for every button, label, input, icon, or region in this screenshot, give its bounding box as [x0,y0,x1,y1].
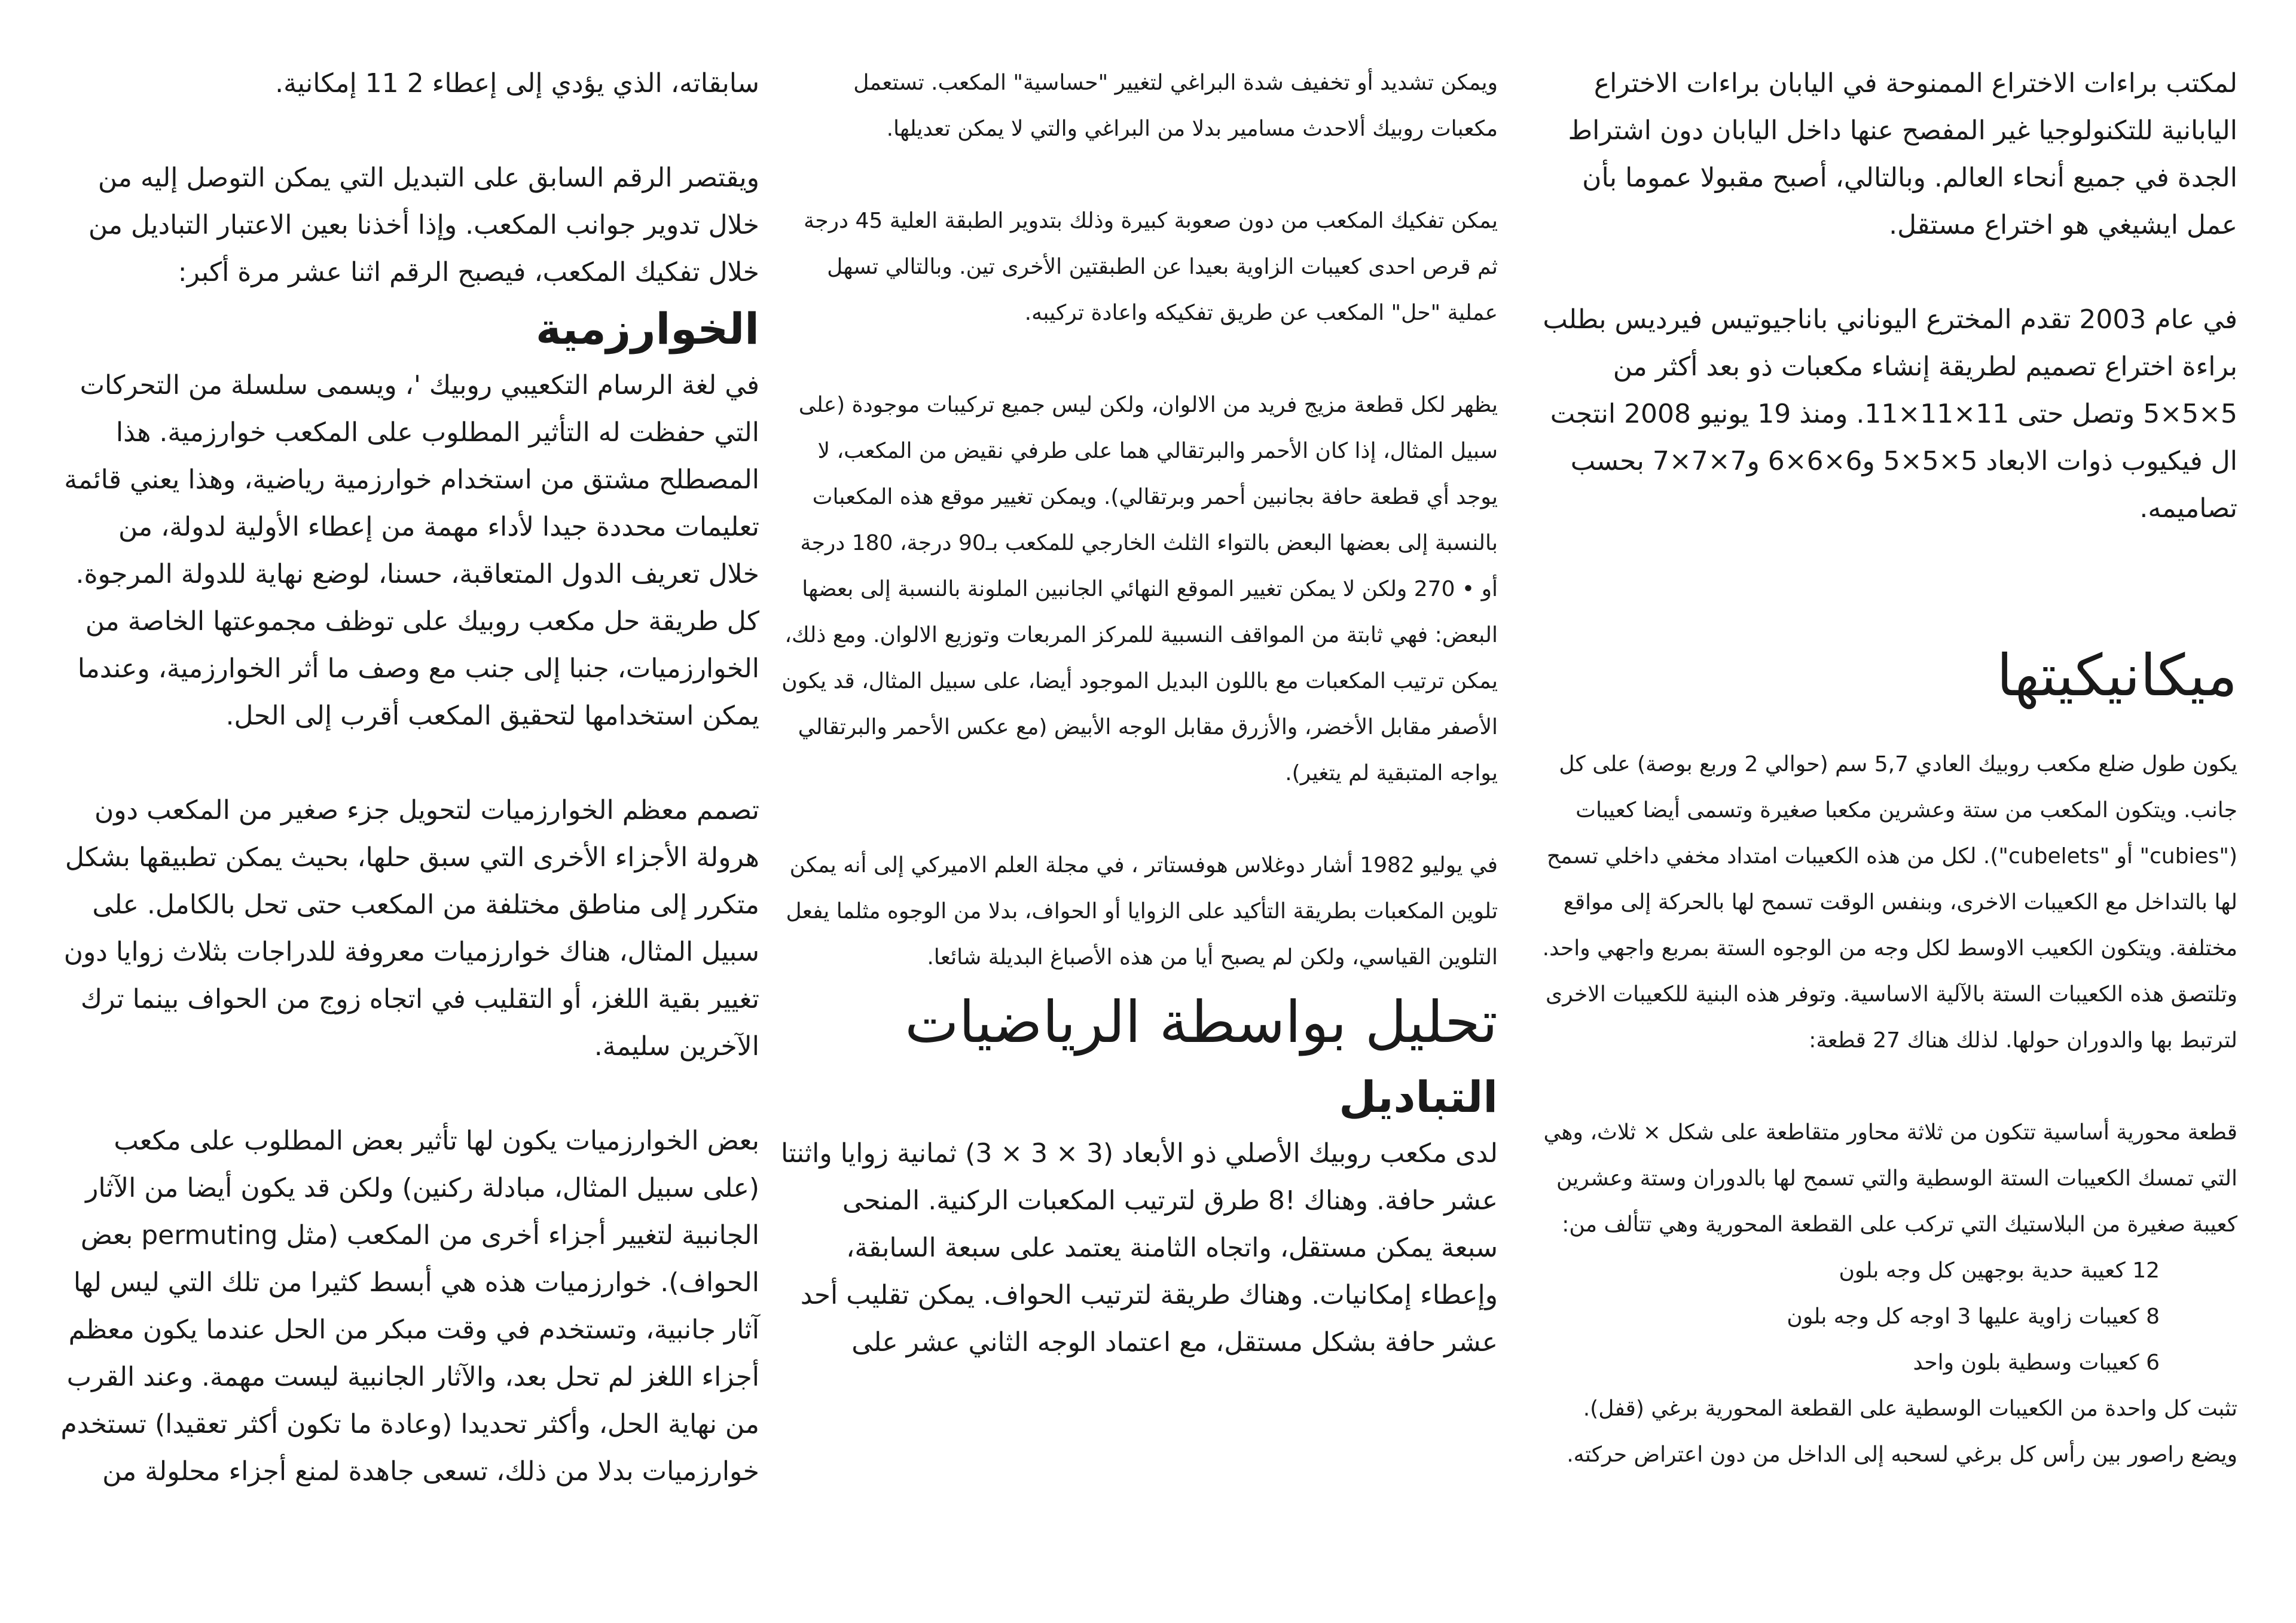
list-item: 12 كعيبة حدية بوجهين كل وجه بلون [1839,1258,2160,1283]
paragraph: ويقتصر الرقم السابق على التبديل التي يمكن التوصل إليه من خلال تدوير جوانب المكعب. وإذا أخذنا بعين الاعتبار التباديل من خلال تفكيك المكعب، فيصبح الرقم اثنا عشر مرة أكبر: [88,163,759,288]
paragraph: في يوليو 1982 أشار دوغلاس هوفستاتر ، في مجلة العلم الاميركي إلى أنه يمكن تلوين المكعبات بطريقة التأكيد على الزوايا أو الحواف، بدلا من الوجوه مثلما يفعل التلوين القياسي، ولكن لم يصبح أيا من هذه الأصباغ البديلة شائعا. [786,853,1498,970]
column-left [60,60,759,1495]
paragraph: لدى مكعب روبيك الأصلي ذو الأبعاد (3 × 3 × 3) ثمانية زوايا واثنتا عشر حافة. وهناك !8 طرق لترتيب المكعبات الركنية. المنحى سبعة يمكن مستقل، واتجاه الثامنة يعتمد على سبعة السابقة، وإعطاء إمكانيات. وهناك طريقة لترتيب الحواف. يمكن تقليب أحد عشر حافة بشكل مستقل، مع اعتماد الوجه الثاني عشر على [780,1138,1498,1358]
paragraph: يظهر لكل قطعة مزيج فريد من الالوان، ولكن ليس جميع تركيبات موجودة (على سبيل المثال، إذا كان الأحمر والبرتقالي هما على طرفي نقيض من المكعب، لا يوجد أي قطعة حافة بجانبين أحمر وبرتقالي). ويمكن تغيير موقع هذه المكعبات بالنسبة إلى بعضها البعض بالتواء الثلث الخارجي للمكعب بـ90 درجة، 180 درجة أو • 270 ولكن لا يمكن تغيير الموقع النهائي الجانبين الملونة بالنسبة إلى بعضها البعض: فهي ثابتة من المواقف النسبية للمركز المربعات وتوزيع الالوان. ومع ذلك، يمكن ترتيب المكعبات مع باللون البديل الموجود أيضا، على سبيل المثال، قد يكون الأصفر مقابل الأخضر، والأزرق مقابل الوجه الأبيض (مع عكس الأحمر والبرتقالي يواجه المتبقية لم يتغير). [781,393,1498,785]
list-item: 8 كعيبات زاوية عليها 3 اوجه كل وجه بلون [1787,1304,2160,1329]
paragraph: تصمم معظم الخوارزميات لتحويل جزء صغير من المكعب دون هرولة الأجزاء الأخرى التي سبق حلها، بحيث يمكن تطبيقها بشكل متكرر إلى مناطق مختلفة من المكعب حتى تحل بالكامل. على سبيل المثال، هناك خوارزميات معروفة للدراجات بثلاث زوايا دون تغيير بقية اللغز، أو التقليب في اتجاه زوج من الحواف بينما ترك الآخرين سليمة. [63,795,759,1062]
pieces-list [1532,1248,2237,1386]
paragraph: في لغة الرسام التكعيبي روبيك '، ويسمى سلسلة من التحركات التي حفظت له التأثير المطلوب على المكعب خوارزمية. هذا المصطلح مشتق من استخدام خوارزمية رياضية، وهذا يعني قائمة تعليمات محددة جيدا لأداء مهمة من إعطاء الأولية لدولة، من خلال تعريف الدول المتعاقبة، حسنا، لوضع نهاية للدولة المرجوة. كل طريقة حل مكعب روبيك على توظف مجموعتها الخاصة من الخوارزميات، جنبا إلى جنب مع وصف ما أثر الخوارزمية، وعندما يمكن استخدامها لتحقيق المكعب أقرب إلى الحل. [64,370,759,731]
paragraph: قطعة محورية أساسية تتكون من ثلاثة محاور متقاطعة على شكل × ثلاث، وهي التي تمسك الكعيبات الستة الوسطية والتي تسمح لها بالدوران وستة وعشرين كعيبة صغيرة من البلاستيك التي تركب على القطعة المحورية وهي تتألف من: [1543,1120,2237,1237]
subsection-heading-permutations: التباديل [1339,1072,1498,1122]
paragraph: ويمكن تشديد أو تخفيف شدة البراغي لتغيير "حساسية" المكعب. تستعمل مكعبات روبيك ألاحدث مسامير بدلا من البراغي والتي لا يمكن تعديلها. [853,71,1498,141]
paragraph: لمكتب براءات الاختراع الممنوحة في اليابان براءات الاختراع اليابانية للتكنولوجيا غير المفصح عنها داخل اليابان دون اشتراط الجدة في جميع أنحاء العالم. وبالتالي، أصبح مقبولا عموما بأن عمل ايشيغي هو اختراع مستقل. [1568,68,2237,240]
section-heading-algorithm: الخوارزمية [536,304,759,354]
section-heading-math-analysis: تحليل بواسطة الرياضيات [905,989,1498,1056]
paragraph: تثبت كل واحدة من الكعيبات الوسطية على القطعة المحورية برغي (قفل). ويضع راصور بين رأس كل برغي لسحبه إلى الداخل من دون اعتراض حركته. [1567,1396,2237,1467]
column-right [1532,60,2237,1478]
paragraph: في عام 2003 تقدم المخترع اليوناني باناجيوتيس فيرديس بطلب براءة اختراع تصميم لطريقة إنشاء مكعبات ذو بعد أكثر من 5×5×5 وتصل حتى 11×11×11. ومنذ 19 يونيو 2008 انتجت ال فيكيوب ذوات الابعاد 5×5×5 و6×6×6 و7×7×7 بحسب تصاميمه. [1543,304,2237,524]
paragraph: بعض الخوارزميات يكون لها تأثير بعض المطلوب على مكعب (على سبيل المثال، مبادلة ركنين) ولكن قد يكون أيضا من الآثار الجانبية لتغيير أجزاء أخرى من المكعب (مثل permuting بعض الحواف). خوارزميات هذه هي أبسط كثيرا من تلك التي ليس لها آثار جانبية، وتستخدم في وقت مبكر من الحل عندما يكون معظم أجزاء اللغز لم تحل بعد، والآثار الجانبية ليست مهمة. وعند القرب من نهاية الحل، وأكثر تحديدا (وعادة ما تكون أكثر تعقيدا) تستخدم خوارزميات بدلا من ذلك، تسعى جاهدة لمنع أجزاء محلولة من [60,1126,759,1487]
paragraph: يمكن تفكيك المكعب من دون صعوبة كبيرة وذلك بتدوير الطبقة العلية 45 درجة ثم قرص احدى كعيبات الزاوية بعيدا عن الطبقتين الأخرى تين. وبالتالي تسهل عملية "حل" المكعب عن طريق تفكيكه واعادة تركيبه. [804,209,1498,325]
paragraph: سابقاته، الذي يؤدي إلى إعطاء 2 11 إمكانية. [275,68,759,99]
section-heading-mechanics: ميكانيكيتها [1996,642,2237,709]
paragraph: يكون طول ضلع مكعب روبيك العادي 5,7 سم (حوالي 2 وربع بوصة) على كل جانب. ويتكون المكعب من ستة وعشرين مكعبا صغيرة وتسمى أيضا كعيبات ("cubies" أو "cubelets"). لكل من هذه الكعيبات امتداد مخفي داخلي تسمح لها بالتداخل مع الكعيبات الاخرى، وبنفس الوقت تسمح لها بالحركة إلى مواقع مختلفة. ويتكون الكعيب الاوسط لكل وجه من الوجوه الستة بمربع واجهي واحد. وتلتصق هذه الكعيبات الستة بالآلية الاساسية. وتوفر هذه البنية للكعيبات الاخرى لترتبط بها والدوران حولها. لذلك هناك 27 قطعة: [1542,752,2237,1053]
list-item: 6 كعيبات وسطية بلون واحد [1913,1350,2160,1375]
column-middle [780,60,1498,1366]
